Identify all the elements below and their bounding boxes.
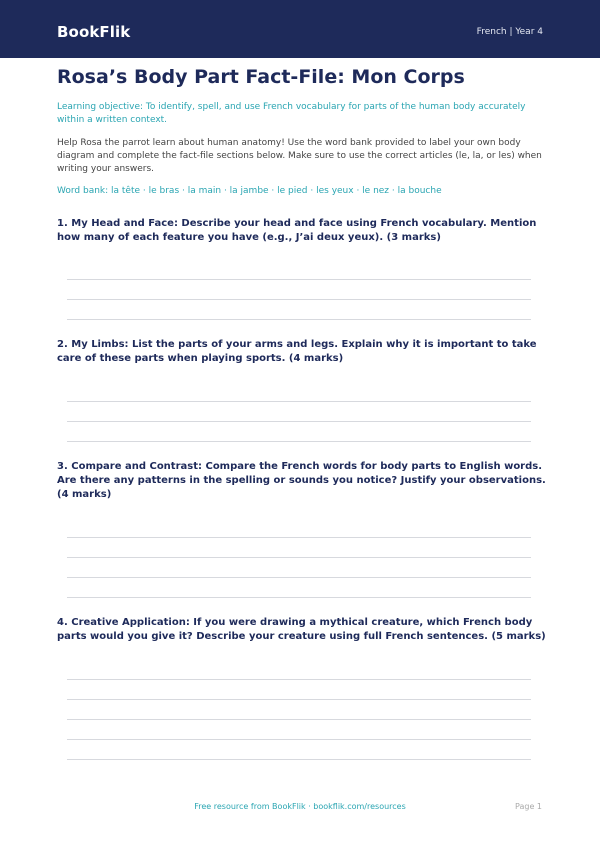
word-bank: Word bank: la tête · le bras · la main · la jambe · le pied · les yeux · le nez · la bouche	[57, 186, 442, 196]
answer-line[interactable]	[67, 557, 531, 558]
page-number: Page 1	[515, 802, 542, 811]
answer-line[interactable]	[67, 441, 531, 442]
footer-credit[interactable]: Free resource from BookFlik · bookflik.com/resources	[194, 802, 406, 811]
brand-logo[interactable]: BookFlik	[57, 23, 131, 41]
subject-year-label: French | Year 4	[476, 27, 543, 37]
question-1: 1. My Head and Face: Describe your head and face using French vocabulary. Mention how many of each feature you have (e.g., J’ai deux yeux). (3 marks)	[57, 218, 537, 243]
answer-line[interactable]	[67, 421, 531, 422]
answer-line[interactable]	[67, 299, 531, 300]
learning-objective: Learning objective: To identify, spell, and use French vocabulary for parts of the human body accurately within a written context.	[57, 102, 526, 125]
header-bar	[0, 0, 600, 58]
answer-line[interactable]	[67, 279, 531, 280]
intro-text: Help Rosa the parrot learn about human anatomy! Use the word bank provided to label your own body diagram and complete the fact-file sections below. Make sure to use the correct articles (le, la, or les) when writing your answers.	[57, 138, 542, 174]
answer-line[interactable]	[67, 597, 531, 598]
question-4: 4. Creative Application: If you were drawing a mythical creature, which French body parts would you give it? Describe your creature using full French sentences. (5 marks)	[57, 617, 546, 642]
question-2: 2. My Limbs: List the parts of your arms and legs. Explain why it is important to take care of these parts when playing sports. (4 marks)	[57, 339, 537, 364]
answer-line[interactable]	[67, 759, 531, 760]
question-3: 3. Compare and Contrast: Compare the French words for body parts to English words. Are there any patterns in the spelling or sounds you notice? Justify your observations. (4 marks)	[57, 461, 546, 500]
page-title: Rosa’s Body Part Fact-File: Mon Corps	[57, 66, 465, 88]
answer-line[interactable]	[67, 739, 531, 740]
answer-line[interactable]	[67, 537, 531, 538]
answer-line[interactable]	[67, 319, 531, 320]
answer-line[interactable]	[67, 699, 531, 700]
answer-line[interactable]	[67, 719, 531, 720]
answer-line[interactable]	[67, 679, 531, 680]
answer-line[interactable]	[67, 577, 531, 578]
answer-line[interactable]	[67, 401, 531, 402]
